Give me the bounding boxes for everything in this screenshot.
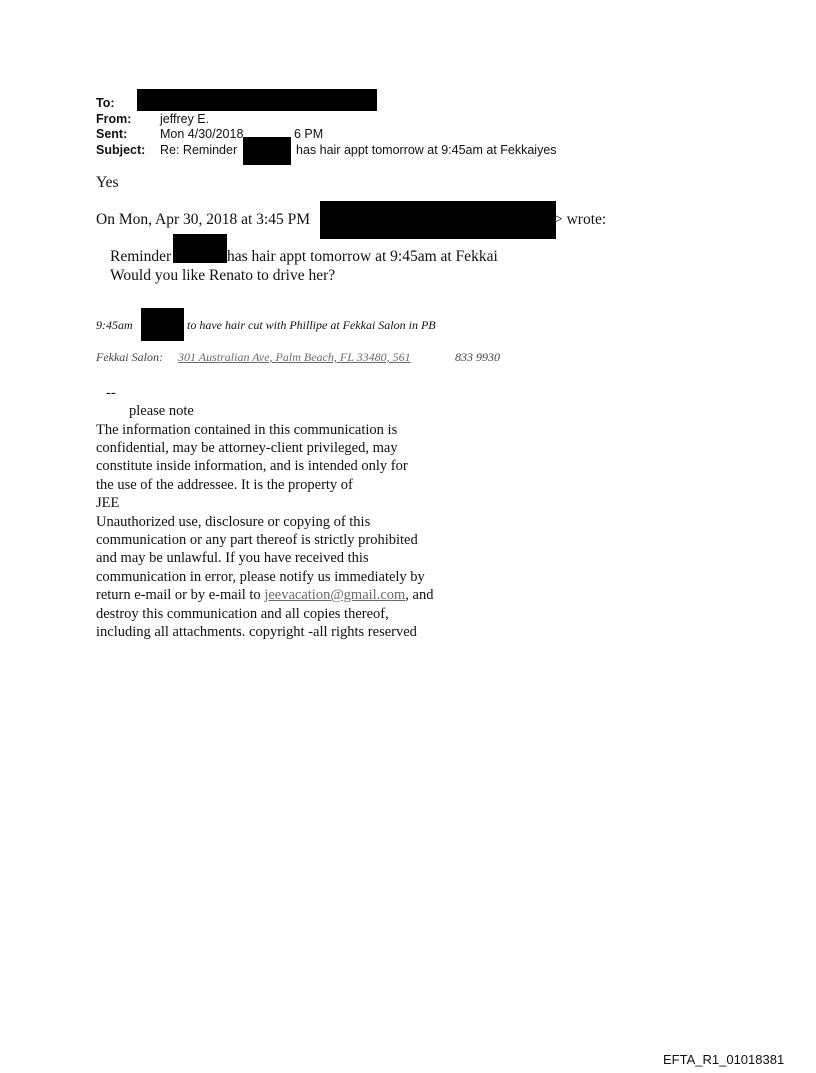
disclaimer-line: communication or any part thereof is strictly prohibited <box>96 531 418 548</box>
sent-label: Sent: <box>96 127 128 141</box>
appointment-time: 9:45am <box>96 318 133 332</box>
redaction-quote-sender <box>320 201 556 239</box>
disclaimer-block <box>96 421 433 642</box>
sent-value-b: 6 PM <box>294 127 324 141</box>
subject-value-a: Re: Reminder <box>160 143 238 157</box>
sent-value-a: Mon 4/30/2018 <box>160 127 244 141</box>
signature-note: please note <box>129 403 194 419</box>
email-link[interactable]: jeevacation@gmail.com <box>264 587 406 604</box>
salon-phone: 833 9930 <box>455 350 500 364</box>
email-line-suffix: , and <box>405 587 434 604</box>
reply-text: Yes <box>96 174 119 191</box>
disclaimer-line: The information contained in this communication is <box>96 421 398 438</box>
disclaimer-line: confidential, may be attorney-client privileged, may <box>96 439 398 456</box>
from-value: jeffrey E. <box>160 112 210 126</box>
disclaimer-line: constitute inside information, and is intended only for <box>96 458 408 475</box>
to-label: To: <box>96 96 115 110</box>
salon-label: Fekkai Salon: <box>96 350 163 364</box>
document-id: EFTA_R1_01018381 <box>663 1052 785 1067</box>
from-label: From: <box>96 112 132 126</box>
disclaimer-line: destroy this communication and all copies thereof, <box>96 605 389 622</box>
subject-label: Subject: <box>96 143 146 157</box>
email-line-prefix: return e-mail or by e-mail to <box>96 587 261 604</box>
quote-line1-a: Reminder <box>110 248 172 265</box>
subject-value-b: has hair appt tomorrow at 9:45am at Fekkaiyes <box>296 143 557 157</box>
redaction-quote-name <box>173 234 227 263</box>
appointment-text: to have hair cut with Phillipe at Fekkai Salon in PB <box>187 318 436 332</box>
quote-intro-b: > wrote: <box>554 211 607 228</box>
disclaimer-line: communication in error, please notify us immediately by <box>96 568 425 585</box>
disclaimer-line: including all attachments. copyright -all rights reserved <box>96 623 417 640</box>
signature-dashes: -- <box>106 385 116 401</box>
quote-line1-b: has hair appt tomorrow at 9:45am at Fekkai <box>227 248 498 265</box>
disclaimer-email-line <box>96 586 433 604</box>
disclaimer-line: and may be unlawful. If you have received this <box>96 550 369 567</box>
quote-intro-a: On Mon, Apr 30, 2018 at 3:45 PM <box>96 211 310 228</box>
disclaimer-line: JEE <box>96 495 120 512</box>
redaction-appointment-name <box>141 308 184 341</box>
redaction-to <box>137 89 377 111</box>
disclaimer-line: Unauthorized use, disclosure or copying of this <box>96 513 371 530</box>
quote-line2: Would you like Renato to drive her? <box>110 267 336 284</box>
salon-address-link[interactable]: 301 Australian Ave, Palm Beach, FL 33480, 561 <box>178 350 411 364</box>
disclaimer-line: the use of the addressee. It is the property of <box>96 476 353 493</box>
redaction-subject <box>243 137 291 165</box>
